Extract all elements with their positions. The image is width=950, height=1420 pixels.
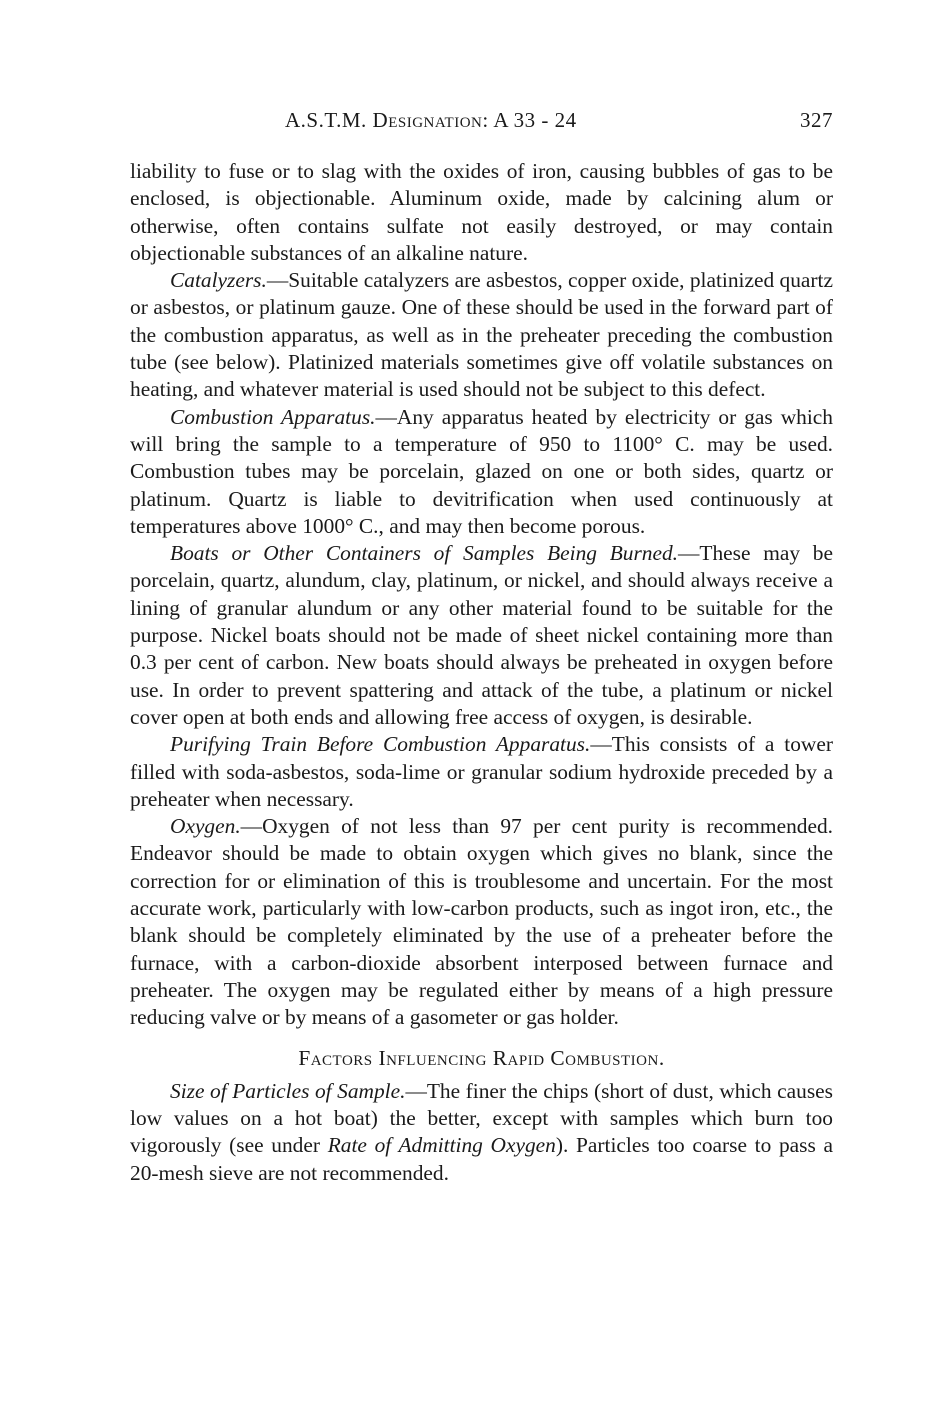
paragraph-title: Catalyzers.	[170, 268, 267, 293]
designation-prefix: A.S.T.M.	[285, 108, 367, 132]
paragraph-text: —This consists of a tower filled with soda-asbestos, soda-lime or granular sodium hydroxide preceded by a preheater when necessary.	[130, 732, 833, 811]
paragraph-text: liability to fuse or to slag with the oxides of iron, causing bubbles of gas to be enclosed, is objectionable. Aluminum oxide, made by calcining alum or otherwise, often contains sulfate not easily destroyed, or may contain objectionable substances of an alkaline nature.	[130, 159, 833, 265]
paragraph-title: Oxygen.	[170, 814, 241, 839]
paragraph-oxygen	[130, 813, 833, 1031]
paragraph-text: ). Particles too coarse to pass a 20-mesh sieve are not recommended.	[130, 1133, 833, 1185]
paragraph-text: —The finer the chips (short of dust, which causes low values on a hot boat) the better, except with samples which burn too vigorously (see under	[130, 1078, 833, 1158]
paragraph-text: —Suitable catalyzers are asbestos, copper oxide, platinized quartz or asbestos, or platinum gauze. One of these should be used in the forward part of the combustion apparatus, as well as in the preheater preceding the combustion tube (see below). Platinized materials sometimes give off volatile substances on heating, and whatever material is used should not be subject to this defect.	[130, 268, 833, 402]
paragraph-title: Purifying Train Before Combustion Apparatus.	[170, 732, 591, 757]
page-number: 327	[800, 108, 833, 132]
paragraph-boats	[130, 540, 833, 731]
designation-colon: :	[482, 108, 489, 132]
running-head	[130, 108, 833, 138]
paragraph-catalyzers	[130, 267, 833, 403]
document-page	[130, 108, 833, 1187]
cross-reference: Rate of Admitting Oxygen	[327, 1133, 556, 1158]
paragraph-size-of-particles	[130, 1078, 833, 1187]
paragraph-title: Boats or Other Containers of Samples Being Burned.	[170, 541, 679, 566]
designation-label: Designation	[372, 108, 483, 132]
paragraph-text: —Oxygen of not less than 97 per cent purity is recommended. Endeavor should be made to obtain oxygen which gives no blank, since the correction for or elimination of this is troublesome and uncertain. For the most accurate work, particularly with low-carbon products, such as ingot iron, etc., the blank should be completely eliminated by the use of a preheater before the furnace, with a carbon-dioxide absorbent interposed between furnace and preheater. The oxygen may be regulated either by means of a high pressure reducing valve or by means of a gasometer or gas holder.	[130, 814, 833, 1030]
paragraph-continuation	[130, 158, 833, 267]
paragraph-title: Size of Particles of Sample.	[170, 1078, 406, 1103]
designation-header	[285, 108, 577, 133]
paragraph-text: —Any apparatus heated by electricity or gas which will bring the sample to a temperature of 950 to 1100° C. may be used. Combustion tubes may be porcelain, glazed on one or both sides, quartz or platinum. Quartz is liable to devitrification when used continuously at temperatures above 1000° C., and may then become porous.	[130, 404, 833, 538]
body-text	[130, 158, 833, 1187]
section-heading: Factors Influencing Rapid Combustion.	[298, 1045, 665, 1070]
paragraph-text: —These may be porcelain, quartz, alundum, clay, platinum, or nickel, and should always receive a lining of granular alundum or any other material found to be suitable for the purpose. Nickel boats should not be made of sheet nickel containing more than 0.3 per cent of carbon. New boats should always be preheated in oxygen before use. In order to prevent spattering and attack of the tube, a platinum or nickel cover open at both ends and allowing free access of oxygen, is desirable.	[130, 541, 833, 729]
paragraph-purifying-train	[130, 731, 833, 813]
designation-code: A 33 - 24	[493, 108, 577, 132]
paragraph-combustion-apparatus	[130, 404, 833, 540]
paragraph-title: Combustion Apparatus.	[170, 404, 376, 429]
